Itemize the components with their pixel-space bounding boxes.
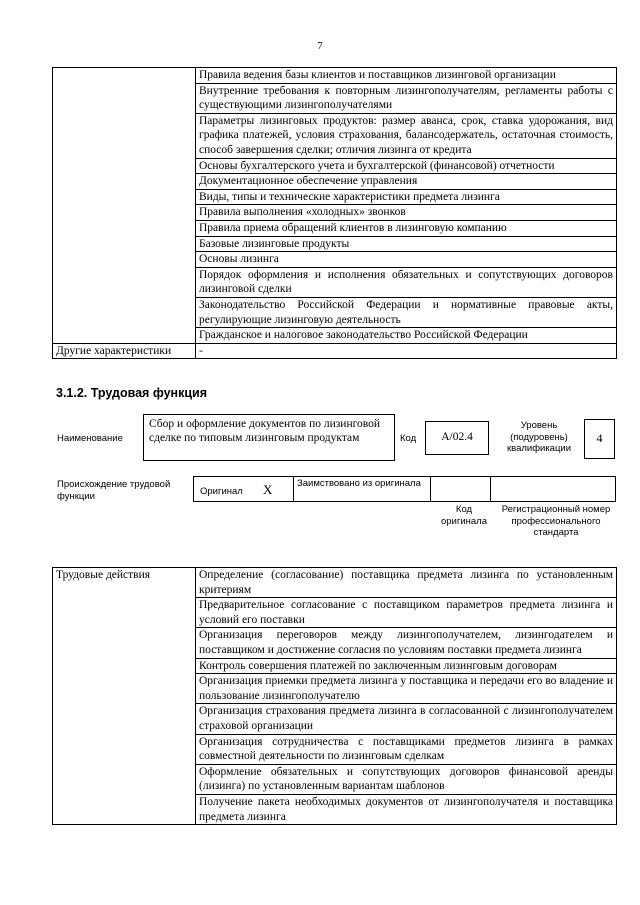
knowledge-item: Порядок оформления и исполнения обязательных и сопутствующих договоров лизинговой сделки: [196, 267, 617, 297]
labor-actions-label: Трудовые действия: [53, 568, 196, 825]
knowledge-item: Основы лизинга: [196, 252, 617, 268]
borrowed-label: Заимствовано из оригинала: [297, 478, 421, 489]
level-value-box: [584, 419, 615, 459]
knowledge-item: Правила ведения базы клиентов и поставщиков лизинговой организации: [196, 68, 617, 84]
labor-action-item: Организация приемки предмета лизинга у поставщика и передачи его во владение и пользование лизингополучателю: [196, 674, 617, 704]
name-label: Наименование: [57, 433, 123, 444]
origin-label: Происхождение трудовой функции: [57, 479, 171, 502]
knowledge-item: Базовые лизинговые продукты: [196, 236, 617, 252]
labor-action-item: Организация страхования предмета лизинга в согласованной с лизингополучателем страховой организации: [196, 704, 617, 734]
labor-action-item: Предварительное согласование с поставщиком параметров предмета лизинга и условий его поставки: [196, 598, 617, 628]
table-row: [53, 343, 617, 359]
origin-divider: [430, 476, 431, 502]
code-original-caption: Код оригинала: [440, 504, 487, 527]
table-row: [53, 568, 617, 598]
code-label: Код: [400, 433, 417, 444]
requirements-left-cell: [53, 68, 196, 344]
registration-number-caption: Регистрационный номер профессионального стандарта: [501, 504, 611, 538]
original-label: Оригинал: [200, 486, 243, 497]
knowledge-item: Законодательство Российской Федерации и нормативные правовые акты, регулирующие лизинговую деятельность: [196, 297, 617, 327]
level-value: 4: [596, 431, 603, 445]
section-title: 3.1.2. Трудовая функция: [56, 386, 208, 400]
origin-divider: [293, 476, 294, 502]
table-row: [53, 68, 617, 84]
knowledge-item: Правила приема обращений клиентов в лизинговую компанию: [196, 220, 617, 236]
knowledge-item: Правила выполнения «холодных» звонков: [196, 205, 617, 221]
requirements-table: [52, 67, 617, 359]
knowledge-item: Внутренние требования к повторным лизингополучателям, регламенты работы с существующими лизингополучателями: [196, 83, 617, 113]
code-value-box: [425, 421, 489, 455]
labor-action-item: Определение (согласование) поставщика предмета лизинга по установленным критериям: [196, 568, 617, 598]
labor-action-item: Оформление обязательных и сопутствующих договоров финансовой аренды (лизинга) по установленным вариантам шаблонов: [196, 764, 617, 794]
labor-action-item: Получение пакета необходимых документов от лизингополучателя и поставщика предмета лизинга: [196, 794, 617, 824]
other-characteristics-value: -: [196, 343, 617, 359]
knowledge-item: Документационное обеспечение управления: [196, 174, 617, 190]
code-value: A/02.4: [441, 431, 473, 443]
name-value-box: [143, 414, 395, 461]
labor-action-item: Контроль совершения платежей по заключенным лизинговым договорам: [196, 658, 617, 674]
knowledge-item: Основы бухгалтерского учета и бухгалтерской (финансовой) отчетности: [196, 158, 617, 174]
knowledge-item: Виды, типы и технические характеристики предмета лизинга: [196, 189, 617, 205]
origin-divider: [490, 476, 491, 502]
knowledge-item: Параметры лизинговых продуктов: размер аванса, срок, ставка удорожания, вид графика платежей, условия страхования, балансодержатель, остаточная стоимость, способ завершения сделки; отличия лизинга от кредита: [196, 113, 617, 158]
labor-action-item: Организация сотрудничества с поставщиками предметов лизинга в рамках совместной деятельности по лизинговым сделкам: [196, 734, 617, 764]
labor-action-item: Организация переговоров между лизингополучателем, лизингодателем и поставщиком и достижение согласия по условиям поставки предмета лизинга: [196, 628, 617, 658]
original-mark: X: [263, 482, 273, 497]
level-label: Уровень (подуровень) квалификации: [506, 420, 572, 454]
other-characteristics-label: Другие характеристики: [53, 343, 196, 359]
name-value: Сбор и оформление документов по лизинговой сделке по типовым лизинговым продуктам: [149, 418, 381, 445]
knowledge-item: Гражданское и налоговое законодательство Российской Федерации: [196, 328, 617, 344]
page-number: 7: [317, 40, 323, 52]
labor-actions-table: [52, 567, 617, 825]
